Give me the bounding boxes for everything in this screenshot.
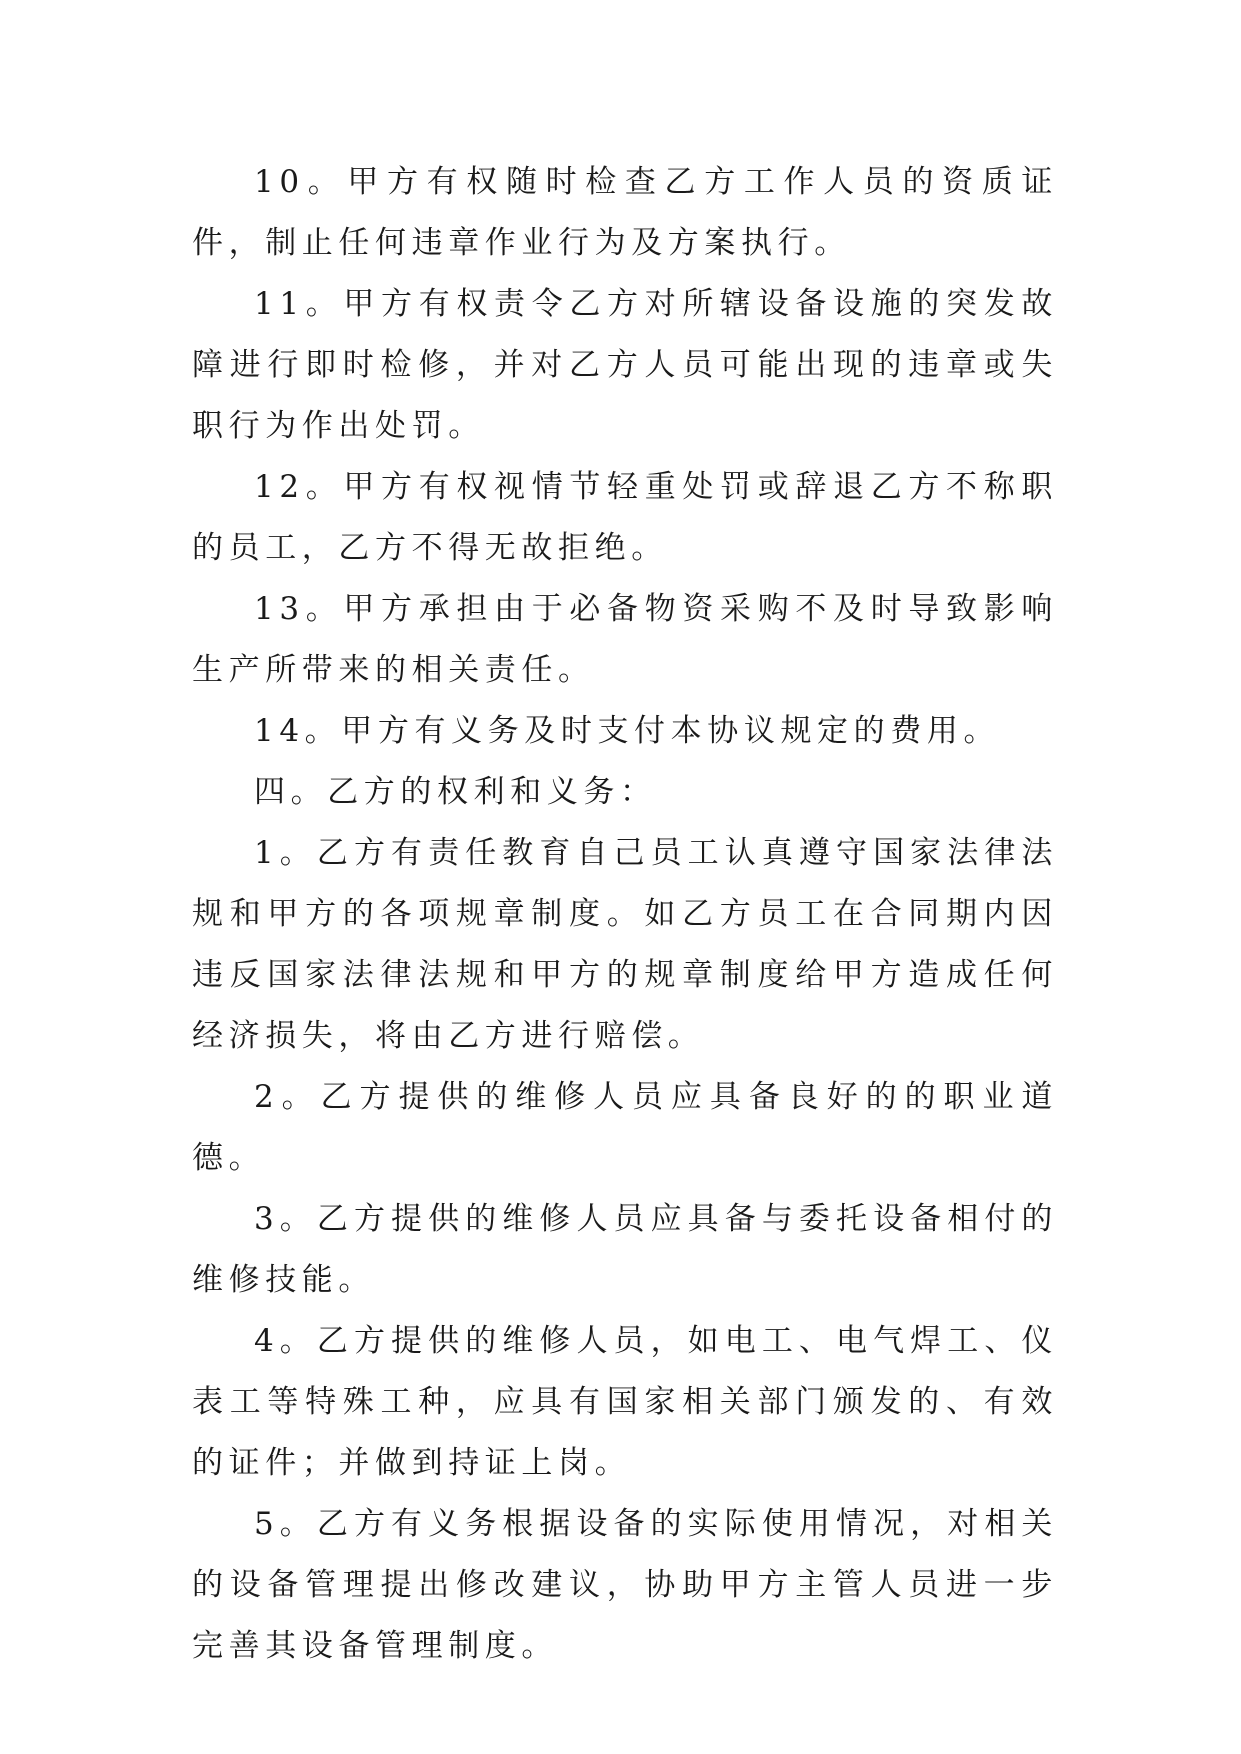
paragraph-item-3: 3。乙方提供的维修人员应具备与委托设备相付的维修技能。 (192, 1201, 1058, 1298)
paragraph-item-12: 12。甲方有权视情节轻重处罚或辞退乙方不称职的员工，乙方不得无故拒绝。 (192, 469, 1058, 566)
section-heading-4: 四。乙方的权利和义务： (254, 774, 657, 810)
paragraph-item-5: 5。乙方有义务根据设备的实际使用情况，对相关的设备管理提出修改建议，协助甲方主管人员进一步完善其设备管理制度。 (192, 1506, 1058, 1664)
paragraph-item-11: 11。甲方有权责令乙方对所辖设备设施的突发故障进行即时检修，并对乙方人员可能出现的违章或失职行为作出处罚。 (192, 286, 1058, 444)
paragraph-item-2: 2。乙方提供的维修人员应具备良好的的职业道德。 (192, 1079, 1058, 1176)
paragraph-item-14: 14。甲方有义务及时支付本协议规定的费用。 (254, 713, 1001, 749)
paragraph-item-1: 1。乙方有责任教育自己员工认真遵守国家法律法规和甲方的各项规章制度。如乙方员工在合同期内因违反国家法律法规和甲方的规章制度给甲方造成任何经济损失，将由乙方进行赔偿。 (192, 835, 1058, 1054)
paragraph-item-10: 10。甲方有权随时检查乙方工作人员的资质证件，制止任何违章作业行为及方案执行。 (192, 164, 1058, 261)
paragraph-item-13: 13。甲方承担由于必备物资采购不及时导致影响生产所带来的相关责任。 (192, 591, 1058, 688)
paragraph-item-4: 4。乙方提供的维修人员，如电工、电气焊工、仪表工等特殊工种，应具有国家相关部门颁发的、有效的证件；并做到持证上岗。 (192, 1323, 1058, 1481)
document-body (192, 152, 1058, 1677)
